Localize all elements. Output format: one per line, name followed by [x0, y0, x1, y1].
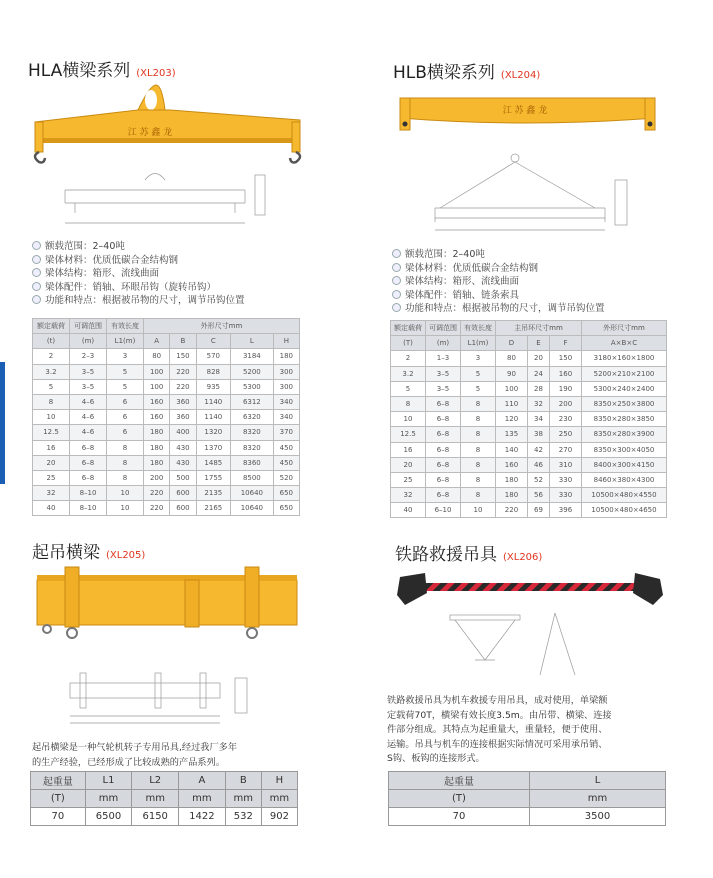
table-cell: 650 [273, 501, 299, 516]
table-cell: 6320 [231, 410, 274, 425]
hla-title [28, 56, 176, 81]
table-cell: 160 [144, 410, 170, 425]
table-row: 70 6500 6150 1422 532 902 [31, 808, 298, 826]
table-cell: 230 [549, 412, 581, 427]
table-cell: 8–10 [70, 501, 107, 516]
table-row [33, 349, 300, 364]
table-cell: 1755 [196, 470, 230, 485]
table-cell: 6–8 [70, 440, 107, 455]
bullet-icon [392, 303, 401, 312]
hla-feature: 功能和特点：根据被吊物的尺寸，调节吊钩位置 [32, 294, 245, 308]
table-cell: 8350×300×4050 [582, 442, 667, 457]
table-cell: 80 [496, 351, 528, 366]
table-cell: 140 [496, 442, 528, 457]
table-cell: 180 [144, 425, 170, 440]
table-cell: 10500×480×4550 [582, 488, 667, 503]
table-cell: 3–5 [426, 366, 461, 381]
table-cell: 828 [196, 364, 230, 379]
table-cell: 450 [273, 440, 299, 455]
table-cell: 270 [549, 442, 581, 457]
table-cell: 220 [144, 486, 170, 501]
table-cell: 8 [391, 396, 426, 411]
lift-beam-photo [35, 565, 300, 645]
table-cell: 5 [107, 364, 144, 379]
table-cell: 69 [527, 503, 549, 518]
table-cell: 8500 [231, 470, 274, 485]
table-row [33, 379, 300, 394]
table-cell: 16 [391, 442, 426, 457]
table-cell: 8460×380×4300 [582, 472, 667, 487]
table-cell: 3 [107, 349, 144, 364]
table-cell: 8400×300×4150 [582, 457, 667, 472]
table-cell: 220 [170, 379, 196, 394]
table-cell: 430 [170, 440, 196, 455]
table-row [391, 503, 667, 518]
table-cell: 180 [273, 349, 299, 364]
table-cell: 6–8 [426, 442, 461, 457]
table-row [391, 396, 667, 411]
table-cell: 20 [527, 351, 549, 366]
table-cell: 370 [273, 425, 299, 440]
table-cell: 6–8 [426, 412, 461, 427]
table-cell: 8 [461, 396, 496, 411]
table-cell: 330 [549, 472, 581, 487]
table-header-row: 额定载荷 可调范围 有效长度 主吊环尺寸mm 外形尺寸mm [391, 321, 667, 336]
table-cell: 8320 [231, 425, 274, 440]
table-cell: 5300×240×2400 [582, 381, 667, 396]
table-cell: 90 [496, 366, 528, 381]
table-cell: 1140 [196, 394, 230, 409]
lift-title [32, 538, 145, 563]
hlb-code: (XL204) [500, 70, 541, 81]
table-cell: 3–5 [70, 379, 107, 394]
rail-title [395, 540, 542, 565]
table-cell: 38 [527, 427, 549, 442]
table-row [33, 501, 300, 516]
bullet-icon [392, 276, 401, 285]
hlb-drawing [415, 150, 645, 240]
rail-description: 铁路救援吊具为机车救援专用吊具，成对使用，单梁额 定载荷70T，横梁有效长度3.5m。由吊带、横梁、连接 件部分组成。其特点为起重量大，重量轻，便于使用、 运输。吊具与机车的连接根据实际情况可采用承吊销、 S钩、板钩的连接形式。 [387, 695, 612, 764]
table-cell: 46 [527, 457, 549, 472]
table-cell: 6312 [231, 394, 274, 409]
table-cell: 5 [391, 381, 426, 396]
table-row [33, 410, 300, 425]
table-cell: 360 [170, 410, 196, 425]
table-cell: 5200 [231, 364, 274, 379]
table-row [33, 470, 300, 485]
table-cell: 520 [273, 470, 299, 485]
table-cell: 3–5 [70, 364, 107, 379]
lift-title-text: 起吊横梁 [32, 543, 100, 563]
table-header-row: (T) mm mm mm mm mm [31, 790, 298, 808]
table-cell: 10500×480×4650 [582, 503, 667, 518]
table-cell: 10 [461, 503, 496, 518]
table-cell: 25 [33, 470, 70, 485]
table-cell: 120 [496, 412, 528, 427]
table-cell: 100 [144, 379, 170, 394]
table-row [33, 364, 300, 379]
table-header-row: (T) mm [389, 790, 666, 808]
table-row [391, 381, 667, 396]
table-cell: 42 [527, 442, 549, 457]
table-cell: 180 [496, 488, 528, 503]
rail-drawing [435, 605, 635, 680]
table-cell: 8 [107, 470, 144, 485]
rail-beam-photo [395, 565, 665, 610]
table-cell: 135 [496, 427, 528, 442]
table-cell: 5300 [231, 379, 274, 394]
table-cell: 25 [391, 472, 426, 487]
table-cell: 8 [461, 442, 496, 457]
table-cell: 340 [273, 410, 299, 425]
table-row [33, 440, 300, 455]
table-cell: 3.2 [33, 364, 70, 379]
table-cell: 24 [527, 366, 549, 381]
bullet-icon [32, 282, 41, 291]
table-cell: 180 [144, 440, 170, 455]
table-cell: 8 [461, 472, 496, 487]
table-cell: 3 [461, 351, 496, 366]
table-cell: 8320 [231, 440, 274, 455]
table-cell: 40 [391, 503, 426, 518]
table-cell: 1370 [196, 440, 230, 455]
table-cell: 5 [33, 379, 70, 394]
table-header-row: 额定载荷 可调范围 有效长度 外形尺寸mm [33, 319, 300, 334]
table-cell: 200 [549, 396, 581, 411]
table-row [33, 394, 300, 409]
table-cell: 300 [273, 364, 299, 379]
hlb-title [393, 58, 540, 83]
table-cell: 40 [33, 501, 70, 516]
table-row [33, 486, 300, 501]
table-cell: 2–3 [70, 349, 107, 364]
hla-drawing [55, 165, 280, 235]
table-cell: 6–8 [426, 472, 461, 487]
table-cell: 6–10 [426, 503, 461, 518]
hla-features [32, 240, 245, 308]
table-row [391, 366, 667, 381]
table-cell: 4–6 [70, 394, 107, 409]
table-cell: 10640 [231, 486, 274, 501]
table-cell: 80 [144, 349, 170, 364]
table-row [33, 455, 300, 470]
table-cell: 250 [549, 427, 581, 442]
hlb-feature: 功能和特点：根据被吊物的尺寸，调节吊钩位置 [392, 302, 605, 316]
table-cell: 8350×280×3900 [582, 427, 667, 442]
lift-description: 起吊横梁是一种气轮机转子专用吊具,经过我厂多年 的生产经验，已经形成了比较成熟的产品系列。 [32, 742, 238, 768]
hlb-spec-table [390, 320, 667, 518]
table-cell: 32 [33, 486, 70, 501]
table-cell: 396 [549, 503, 581, 518]
table-cell: 10 [107, 486, 144, 501]
table-cell: 10 [107, 501, 144, 516]
table-cell: 6 [107, 410, 144, 425]
lift-code: (XL205) [106, 550, 146, 561]
bullet-icon [392, 290, 401, 299]
lift-drawing [60, 668, 260, 728]
table-cell: 8 [461, 412, 496, 427]
hla-feature: 梁体配件：销轴、环眼吊钩（旋转吊钩） [32, 281, 245, 295]
table-cell: 8350×280×3850 [582, 412, 667, 427]
table-cell: 430 [170, 455, 196, 470]
table-cell: 570 [196, 349, 230, 364]
table-cell: 16 [33, 440, 70, 455]
table-cell: 10 [391, 412, 426, 427]
hlb-feature: 额载范围：2–40吨 [392, 248, 605, 262]
table-cell: 32 [391, 488, 426, 503]
hlb-feature: 梁体结构：箱形、流线曲面 [392, 275, 605, 289]
table-row [391, 472, 667, 487]
table-cell: 450 [273, 455, 299, 470]
table-cell: 2 [391, 351, 426, 366]
table-cell: 4–6 [70, 410, 107, 425]
table-cell: 190 [549, 381, 581, 396]
table-row [391, 351, 667, 366]
hlb-beam-photo [395, 88, 660, 143]
table-cell: 8 [461, 457, 496, 472]
table-header-row: (t) (m) L1(m) A B C L H [33, 334, 300, 349]
bullet-icon [32, 295, 41, 304]
table-cell: 10 [33, 410, 70, 425]
table-cell: 56 [527, 488, 549, 503]
table-cell: 2135 [196, 486, 230, 501]
table-cell: 12.5 [391, 427, 426, 442]
hla-feature: 额载范围：2–40吨 [32, 240, 245, 254]
bullet-icon [32, 268, 41, 277]
table-row [391, 442, 667, 457]
hlb-title-text: HLB横梁系列 [393, 63, 495, 83]
table-cell: 8 [107, 440, 144, 455]
table-cell: 100 [496, 381, 528, 396]
table-cell: 360 [170, 394, 196, 409]
hla-title-text: HLA横梁系列 [28, 61, 131, 81]
table-cell: 160 [549, 366, 581, 381]
table-cell: 150 [170, 349, 196, 364]
table-cell: 160 [144, 394, 170, 409]
table-cell: 1–3 [426, 351, 461, 366]
hlb-features [392, 248, 605, 316]
table-cell: 600 [170, 501, 196, 516]
table-cell: 3180×160×1800 [582, 351, 667, 366]
table-cell: 3–5 [426, 381, 461, 396]
table-cell: 500 [170, 470, 196, 485]
table-cell: 6–8 [426, 427, 461, 442]
table-row [391, 488, 667, 503]
table-cell: 6–8 [426, 457, 461, 472]
table-cell: 1320 [196, 425, 230, 440]
table-cell: 20 [33, 455, 70, 470]
table-cell: 5 [107, 379, 144, 394]
rail-code: (XL206) [503, 552, 543, 563]
side-tab-marker [0, 362, 5, 484]
table-row [391, 427, 667, 442]
table-cell: 5 [461, 366, 496, 381]
table-cell: 6 [107, 425, 144, 440]
table-cell: 110 [496, 396, 528, 411]
hla-spec-table [32, 318, 300, 516]
bullet-icon [32, 241, 41, 250]
table-row [391, 412, 667, 427]
table-cell: 300 [273, 379, 299, 394]
bullet-icon [32, 255, 41, 264]
table-cell: 600 [170, 486, 196, 501]
table-cell: 34 [527, 412, 549, 427]
table-cell: 3184 [231, 349, 274, 364]
table-cell: 8 [107, 455, 144, 470]
table-cell: 150 [549, 351, 581, 366]
table-cell: 8–10 [70, 486, 107, 501]
table-cell: 32 [527, 396, 549, 411]
table-cell: 8350×250×3800 [582, 396, 667, 411]
table-cell: 12.5 [33, 425, 70, 440]
table-cell: 8 [461, 488, 496, 503]
rail-spec-table [388, 771, 666, 826]
table-cell: 100 [144, 364, 170, 379]
table-row [33, 425, 300, 440]
table-cell: 220 [144, 501, 170, 516]
table-header-row: 起重量 L1 L2 A B H [31, 772, 298, 790]
table-row: 70 3500 [389, 808, 666, 826]
table-cell: 2165 [196, 501, 230, 516]
table-cell: 6–8 [426, 396, 461, 411]
table-cell: 220 [496, 503, 528, 518]
table-cell: 6–8 [426, 488, 461, 503]
table-header-row: (T) (m) L1(m) D E F A×B×C [391, 336, 667, 351]
table-cell: 1485 [196, 455, 230, 470]
hla-feature: 梁体结构：箱形、流线曲面 [32, 267, 245, 281]
rail-title-text: 铁路救援吊具 [395, 545, 497, 565]
hla-beam-brand: 江 苏 鑫 龙 [127, 128, 173, 138]
table-cell: 220 [170, 364, 196, 379]
table-row [391, 457, 667, 472]
hla-beam-photo [30, 80, 310, 170]
table-cell: 180 [144, 455, 170, 470]
table-cell: 200 [144, 470, 170, 485]
hla-code: (XL203) [136, 68, 176, 79]
bullet-icon [392, 263, 401, 272]
lift-spec-table [30, 771, 298, 826]
table-cell: 330 [549, 488, 581, 503]
table-cell: 4–6 [70, 425, 107, 440]
hlb-feature: 梁体材料：优质低碳合金结构钢 [392, 262, 605, 276]
hla-feature: 梁体材料：优质低碳合金结构钢 [32, 254, 245, 268]
table-cell: 20 [391, 457, 426, 472]
table-header-row: 起重量 L [389, 772, 666, 790]
table-cell: 8 [461, 427, 496, 442]
table-cell: 28 [527, 381, 549, 396]
table-cell: 160 [496, 457, 528, 472]
table-cell: 310 [549, 457, 581, 472]
table-cell: 5200×210×2100 [582, 366, 667, 381]
table-cell: 935 [196, 379, 230, 394]
table-cell: 6–8 [70, 470, 107, 485]
table-cell: 2 [33, 349, 70, 364]
table-cell: 400 [170, 425, 196, 440]
hlb-beam-brand: 江 苏 鑫 龙 [502, 106, 548, 116]
table-cell: 6 [107, 394, 144, 409]
table-cell: 180 [496, 472, 528, 487]
table-cell: 6–8 [70, 455, 107, 470]
table-cell: 3.2 [391, 366, 426, 381]
table-cell: 340 [273, 394, 299, 409]
hlb-feature: 梁体配件：销轴、链条索具 [392, 289, 605, 303]
table-cell: 1140 [196, 410, 230, 425]
table-cell: 8 [33, 394, 70, 409]
table-cell: 5 [461, 381, 496, 396]
table-cell: 650 [273, 486, 299, 501]
bullet-icon [392, 249, 401, 258]
table-cell: 8360 [231, 455, 274, 470]
table-cell: 52 [527, 472, 549, 487]
table-cell: 10640 [231, 501, 274, 516]
